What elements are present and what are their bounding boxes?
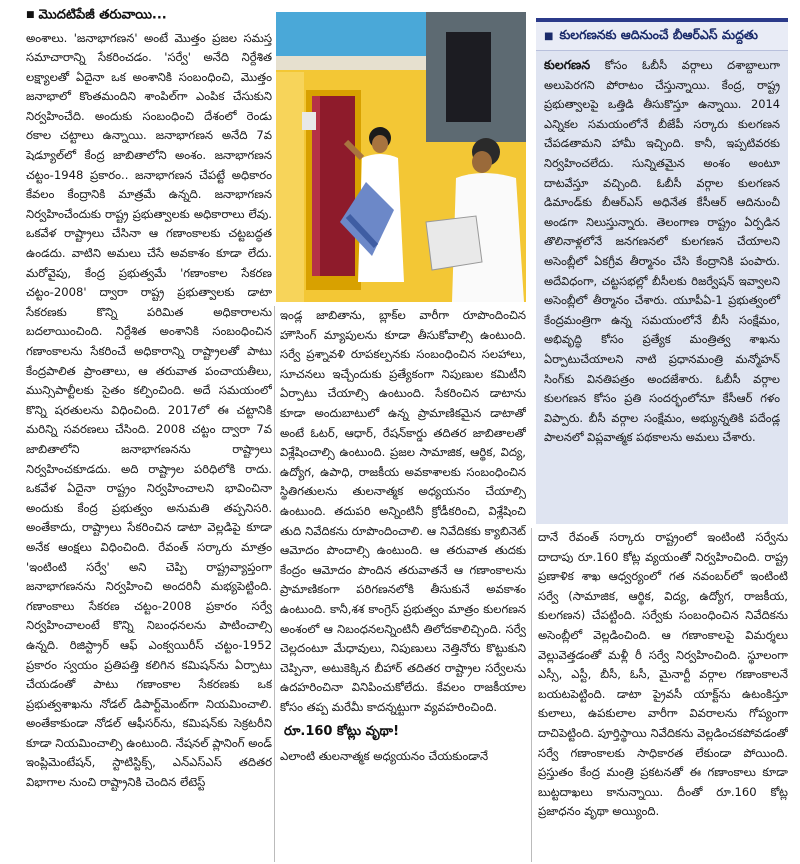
survey-photo [276,12,526,302]
sidebar-text-body: కోసం ఓబీసీ వర్గాలు దశాబ్దాలుగా అలుపెరగని పోరాటం చేస్తున్నాయి. కేంద్ర, రాష్ట్ర ప్రభుత్వాలపై ఒత్తిడి తీసుకొస్తూ ఉన్నాయి. 2014 ఎన్నికల సమయంలోనే బీజేపీ సర్కారు కులగణన చేపడతామని హామీ ఇచ్చింది. కానీ, ఇప్పటివరకు నిర్వహించలేదు. సున్నితమైన అంశం అంటూ దాటవేస్తూ వచ్చింది. ఓబీసీ వర్గాల కులగణన డిమాండ్‌కు బీఆర్‌ఎస్ అధినేత కేసీఆర్ ఆదినుంచీ అండగా నిలుస్తున్నారు. తెలంగాణ రాష్ట్రం ఏర్పడిన తొలినాళ్లలోనే జనగణనలో కులగణన చేయాలని అసెంబ్లీలో ఏకగ్రీవ తీర్మానం చేసి కేంద్రానికి పంపారు. అదేవిధంగా, చట్టసభల్లో బీసీలకు రిజర్వేషన్ ఇవ్వాలని అసెంబ్లీలో తీర్మానం చేశారు. యూపీఏ-1 ప్రభుత్వంలో కేంద్రమంత్రిగా ఉన్న సమయంలోనే బీసీ సంక్షేమం, అభివృద్ధి కోసం ప్రత్యేక మంత్రిత్వ శాఖను ఏర్పాటుచేయాలని నాటి ప్రధానమంత్రి మన్మోహన్ సింగ్‌కు వినతిపత్రం అందజేశారు. ఓబీసీ వర్గాల కులగణన కోసం ప్రతి సందర్భంలోనూ కేసీఆర్ గళం విప్పారు. బీసీ వర్గాల సంక్షేమం, అభ్యున్నతికి పదేండ్ల పాలనలో విప్లవాత్మక పథకాలను అమలు చేశారు. [544,58,780,445]
sidebar-box [536,18,788,524]
continuation-heading [26,6,272,25]
sidebar-title-text: కులగణనకు ఆదినుంచే బీఆర్‌ఎస్ మద్దతు [559,27,758,42]
square-bullet-icon: ■ [544,31,554,42]
sidebar-title [536,22,788,51]
article-text-col2-continued: ఎలాంటి తులనాత్మక అధ్యయనం చేయకుండానే [280,749,489,764]
article-column-3 [538,528,788,862]
survey-photo-illustration [276,12,526,302]
subheading-160-crore: రూ.160 కోట్లు వృథా! [284,724,399,740]
continuation-heading-text: మొదటిపేజీ తరువాయి... [38,7,167,23]
article-text-col3: దానే రేవంత్ సర్కారు రాష్ట్రంలో ఇంటింటి సర్వేను దాదాపు రూ.160 కోట్ల వ్యయంతో నిర్వహించింది. రాష్ట్ర ప్రణాళిక శాఖ ఆధ్వర్యంలో గత నవంబర్‌లో ఇంటింటి సర్వే (సామాజిక, ఆర్థిక, విద్య, ఉద్యోగ, రాజకీయ, కులగణన) చేపట్టింది. సర్వేకు సంబంధించిన నివేదికను అసెంబ్లీలో వెల్లడించింది. ఆ గణాంకాలపై విమర్శలు వెల్లువెత్తడంతో మళ్లీ రీ సర్వే నిర్వహించింది. స్థూలంగా ఎస్సీ, ఎస్టీ, బీసీ, ఓసీ, మైనార్టీ వర్గాల గణాంకాలనే బయటపెట్టింది. డాటా ప్రైవసీ యాక్ట్‌ను ఉటంకిస్తూ కులాలు, ఉపకులాల వారీగా వివరాలను గోప్యంగా దాచిపెట్టింది. పూర్తిస్థాయి నివేదికను వెల్లడించకపోవడంతో సర్వే గణాంకాలకు సాధికారత లేకుండా పోయింది. ప్రస్తుతం కేంద్ర మంత్రి ప్రకటనతో ఈ గణాంకాలు కూడా బుట్టదాఖలు కానున్నాయి. దీంతో రూ.160 కోట్ల ప్రజాధనం వృథా అయ్యింది. [538,530,788,819]
sidebar-body [536,51,788,448]
column-divider [531,528,532,862]
sidebar-text [544,55,780,448]
article-column-1 [26,4,272,862]
square-bullet-icon: ■ [26,10,35,20]
article-text-col1: అంశాలు. 'జనాభాగణన' అంటే మొత్తం ప్రజల సమస్త సమాచారాన్ని సేకరించడం. 'సర్వే' అనేది నిర్దేశిత లక్ష్యాలతో ఏదైనా ఒక అంశానికి సంబంధించి, మొత్తం జనాభాలో కొంతమందిని శాంపిల్‌గా ఎంపిక చేసుకుని నిర్వహించేది. అందుకు సంబంధించి దేశంలో రెండు రకాల చట్టాలు ఉన్నాయి. జనాభాగణన అనేది 7వ షెడ్యూల్‌లో కేంద్ర జాబితాలోని అంశం. జనాభాగణన చట్టం-1948 ప్రకారం.. జనాభాగణన చేపట్టే అధికారం కేవలం కేంద్రానికి మాత్రమే ఉన్నది. జనాభాగణన నిర్వహించేందుకు రాష్ట్ర ప్రభుత్వాలకు అధికారాలు లేవు. ఒకవేళ రాష్ట్రాలు చేసినా ఆ గణాంకాలకు చట్టబద్ధత ఉండదు. వాటిని అమలు చేసే అవకాశం కూడా లేదు. మరోవైపు, కేంద్ర ప్రభుత్వమే 'గణాంకాల సేకరణ చట్టం-2008' ద్వారా రాష్ట్ర ప్రభుత్వాలకు డాటా సేకరణకు కొన్ని పరిమిత అధికారాలను బదలాయించింది. నిర్దేశిత అంశానికి సంబంధించిన గణాంకాలను సేకరించే అధికారాన్ని రాష్ట్రాలతో పాటు కేంద్రపాలిత ప్రాంతాలు, ఆ తరువాత పంచాయతీలు, మున్సిపాల్టీలకు సైతం కల్పించింది. అదే సమయంలో కొన్ని షరతులను విధించింది. 2017లో ఈ చట్టానికి మరిన్ని సవరణలు చేసింది. 2008 చట్టం ద్వారా 7వ జాబితాలోని జనాభాగణనను రాష్ట్రాలు నిర్వహించకూడదు. అది రాష్ట్రాల పరిధిలోకి రాదు. ఒకవేళ ఏదైనా రాష్ట్రం నిర్వహించాలని భావించినా అందుకు కేంద్ర ప్రభుత్వం అనుమతి తప్పనిసరి. అంతేకాదు, రాష్ట్రాలు సేకరించిన డాటా వెల్లడిపై కూడా అనేక ఆంక్షలు విధించింది. రేవంత్ సర్కారు మాత్రం 'ఇంటింటి సర్వే' అని చెప్పి రాష్ట్రవ్యాప్తంగా జనాభాగణనను నిర్వహించి అందరినీ మభ్యపెట్టింది. గణాంకాలు సేకరణ చట్టం-2008 ప్రకారం సర్వే నిర్వహించాలంటే కొన్ని నిబంధనలను పాటించాల్సి ఉన్నది. రిజిస్ట్రార్ ఆఫ్ ఎంక్వయిరీస్ చట్టం-1952 ప్రకారం స్వయం ప్రతిపత్తి కలిగిన కమిషన్‌ను ఏర్పాటు చేయడంతో పాటు గణాంకాల సేకరణకు ఒక ప్రభుత్వశాఖను నోడల్ డిపార్ట్‌మెంట్‌గా నియమించాలి. అంతేకాకుండా నోడల్ ఆఫీసర్‌ను, కమిషన్‌కు సెక్రటరీని కూడా నియమించాల్సి ఉంటుంది. నేషనల్ ప్లానింగ్ అండ్ ఇంప్లిమెంటేషన్, స్టాటిస్టిక్స్, ఎన్‌ఎస్‌ఎస్‌ తదితర విభాగాల నుంచి రాష్ట్రానికి చెందిన లేటెస్ట్ [26,30,272,790]
sidebar-lead-word: కులగణన [544,57,591,72]
article-text-col2: ఇండ్ల జాబితాను, బ్లాక్‌ల వారీగా రూపొందించిన హౌసింగ్ మ్యాపులను కూడా తీసుకోవాల్సి ఉంటుంది. సర్వే ప్రశ్నావళి రూపకల్పనకు సంబంధించిన సలహాలు, సూచనలు ఇచ్చేందుకు ప్రత్యేకంగా నిపుణుల కమిటీని ఏర్పాటు చేయాల్సి ఉంటుంది. సేకరించిన డాటాను కూడా అందుబాటులో ఉన్న ప్రామాణికమైన డాటాతో అంటే ఓటర్, ఆధార్, రేషన్‌కార్డు తదితర జాబితాలతో విశ్లేషించాల్సి ఉంటుంది. ప్రజల సామాజిక, ఆర్థిక, విద్య, ఉద్యోగ, ఉపాధి, రాజకీయ అవకాశాలకు సంబంధించిన స్థితిగతులను తులనాత్మక అధ్యయనం చేయాల్సి ఉంటుంది. తదుపరి అన్నింటినీ క్రోడీకరించి, విశ్లేషించి తుది నివేదికను రూపొందించాలి. ఆ నివేదికకు క్యాబినెట్ ఆమోదం పొందాల్సి ఉంటుంది. ఆ తరువాత తుదకు కేంద్రం ఆమోదం పొందిన తరువాతనే ఆ గణాంకాలను ప్రామాణికంగా పరిగణనలోకి తీసుకునే అవకాశం ఉంటుంది. కానీ,శశ కాంగ్రెస్ ప్రభుత్వం మాత్రం కులగణన అంశంలో ఆ నిబంధనలన్నింటినీ తిలోదకాలిచ్చింది. సర్వే చెల్లదంటూ మేధావులు, నిపుణులు నెత్తినోరు కొట్టుకుని చెప్పినా, అటుకెక్కిన బీహార్ తదితర రాష్ట్రాల సర్వేలను ఉదహరించినా వినిపించుకోలేదు. కేవలం రాజకీయాల కోసం తప్ప మరేమీ కాదన్నట్టుగా వ్యవహరించింది. [280,308,526,714]
article-column-2 [280,306,526,862]
column-divider [274,306,275,862]
